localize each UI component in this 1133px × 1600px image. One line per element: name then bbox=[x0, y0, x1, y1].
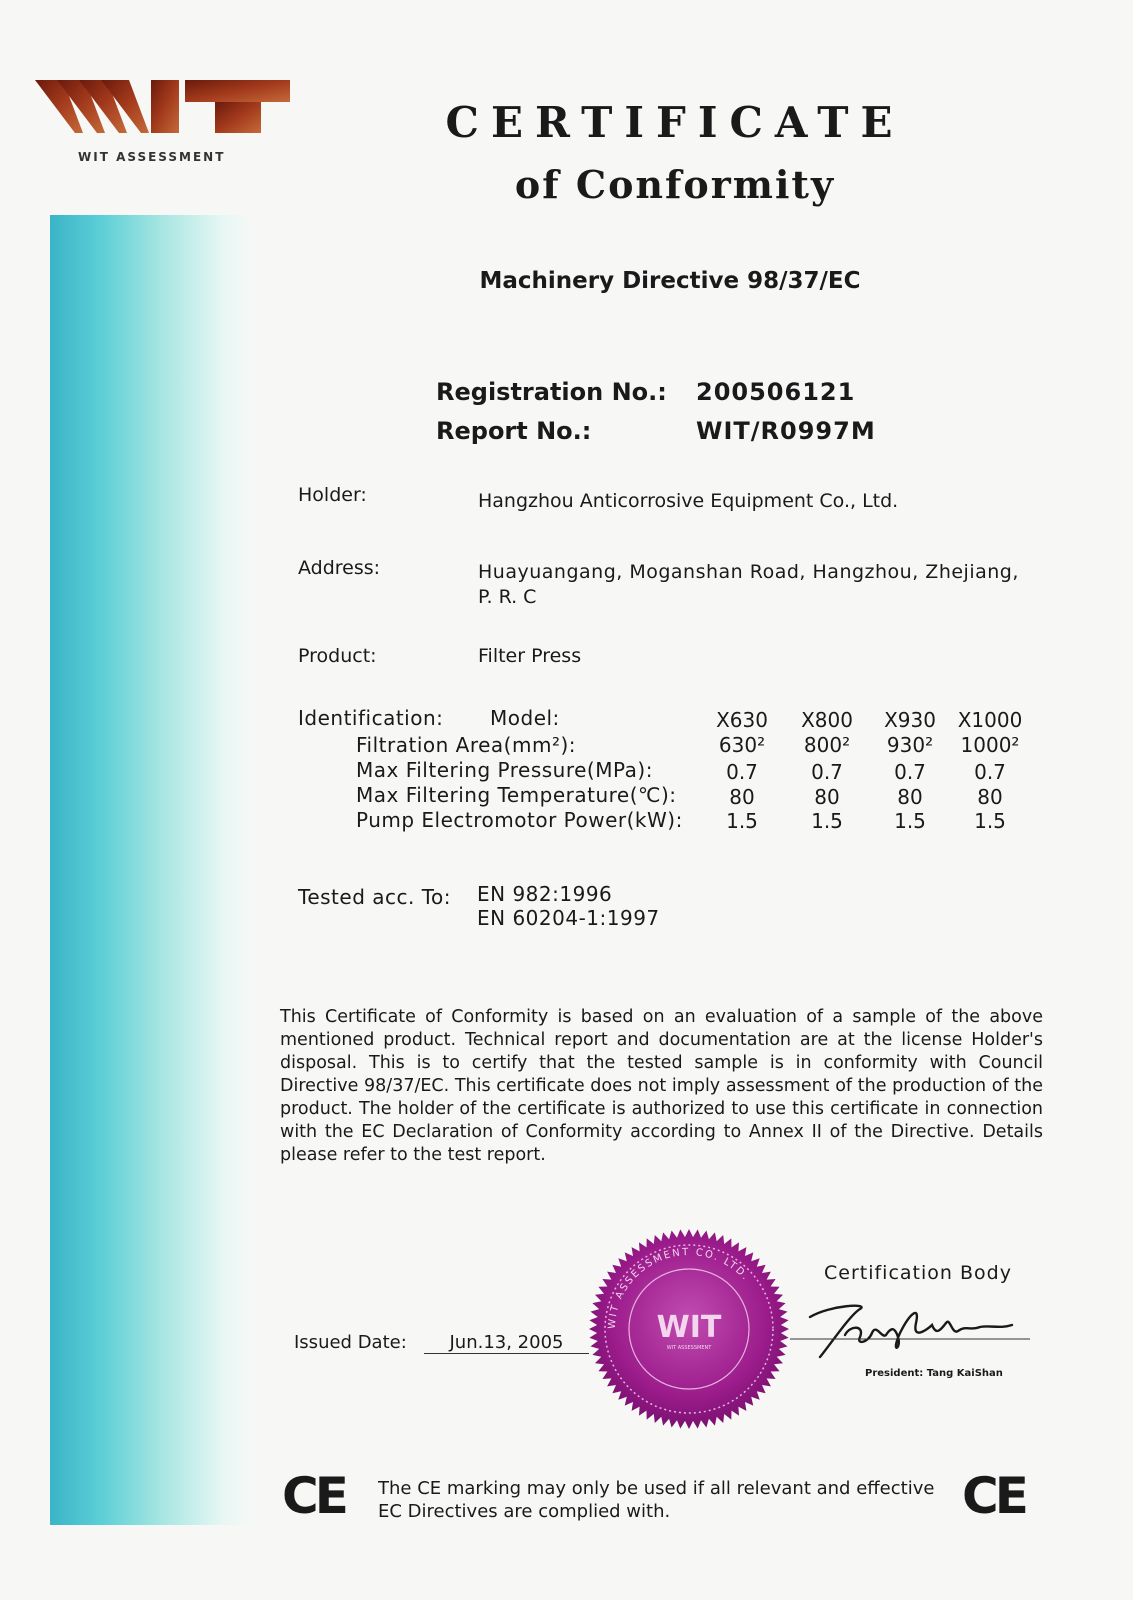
registration-label: Registration No.: bbox=[436, 378, 667, 406]
standard-item: EN 982:1996 bbox=[477, 882, 613, 906]
spec-cell: 0.7 bbox=[894, 760, 926, 784]
spec-cell: 1.5 bbox=[726, 809, 758, 833]
spec-cell: 80 bbox=[897, 785, 923, 809]
certificate-statement: This Certificate of Conformity is based on an evaluation of a sample of the above mentioned product. Technical report and documentation are at the license Holder's disposal. This is to certify that the tested sample is in conformity with Council Directive 98/37/EC. This certificate does not imply assessment of the production of the product. The holder of the certificate is authorized to use this certificate in connection with the EC Declaration of Conformity according to Annex II of the Directive. Details please refer to the test report. bbox=[280, 1007, 1043, 1165]
registration-number: 200506121 bbox=[696, 378, 856, 406]
spec-cell: X1000 bbox=[957, 708, 1023, 732]
spec-cell: X800 bbox=[801, 708, 853, 732]
tested-label: Tested acc. To: bbox=[298, 885, 451, 909]
identification-label: Identification: bbox=[298, 706, 444, 730]
spec-cell: X630 bbox=[716, 708, 768, 732]
spec-cell: 800² bbox=[803, 733, 851, 757]
spec-row-label: Max Filtering Temperature(℃): bbox=[356, 783, 677, 807]
directive-heading: Machinery Directive 98/37/EC bbox=[479, 268, 861, 294]
address-label: Address: bbox=[298, 557, 381, 579]
spec-row-label: Filtration Area(mm²): bbox=[356, 733, 577, 757]
spec-cell: 0.7 bbox=[726, 760, 758, 784]
address-line-2: P. R. C bbox=[478, 586, 537, 608]
issued-date-label: Issued Date: bbox=[294, 1332, 407, 1353]
holder-label: Holder: bbox=[298, 484, 367, 506]
president-caption: President: Tang KaiShan bbox=[865, 1368, 1003, 1379]
spec-cell: 0.7 bbox=[974, 760, 1006, 784]
address-line-1: Huayuangang, Moganshan Road, Hangzhou, Zhejiang, bbox=[478, 561, 1019, 583]
spec-cell: 0.7 bbox=[811, 760, 843, 784]
product-label: Product: bbox=[298, 645, 377, 667]
seal-ring-text: WIT ASSESSMENT CO. LTD. bbox=[606, 1246, 752, 1330]
spec-cell: 1.5 bbox=[894, 809, 926, 833]
spec-cell: X930 bbox=[884, 708, 936, 732]
seal-sub-text: WIT ASSESSMENT bbox=[666, 1345, 712, 1351]
seal-center-text: WIT bbox=[656, 1310, 722, 1345]
official-seal bbox=[585, 1225, 793, 1433]
spec-row-label: Max Filtering Pressure(MPa): bbox=[356, 758, 653, 782]
issued-date-value: Jun.13, 2005 bbox=[424, 1332, 589, 1354]
spec-cell: 630² bbox=[718, 733, 766, 757]
spec-cell: 1.5 bbox=[811, 809, 843, 833]
spec-cell: 1000² bbox=[960, 733, 1020, 757]
certificate-title: CERTIFICATE bbox=[445, 98, 905, 147]
certification-body-label: Certification Body bbox=[824, 1262, 1012, 1284]
spec-cell: 80 bbox=[814, 785, 840, 809]
spec-cell: 80 bbox=[729, 785, 755, 809]
spec-cell: 80 bbox=[977, 785, 1003, 809]
logo-caption: WIT ASSESSMENT bbox=[78, 150, 226, 164]
product-value: Filter Press bbox=[478, 645, 582, 667]
president-signature bbox=[790, 1295, 1030, 1365]
decorative-side-band bbox=[50, 215, 255, 1525]
spec-row-label: Model: bbox=[490, 706, 560, 730]
spec-cell: 930² bbox=[886, 733, 934, 757]
certificate-subtitle: of Conformity bbox=[514, 162, 836, 207]
holder-value: Hangzhou Anticorrosive Equipment Co., Ltd. bbox=[478, 490, 899, 512]
standard-item: EN 60204-1:1997 bbox=[477, 906, 660, 930]
spec-cell: 1.5 bbox=[974, 809, 1006, 833]
ce-notice-line-1: The CE marking may only be used if all relevant and effective bbox=[378, 1478, 935, 1499]
ce-mark-right: CE bbox=[962, 1467, 1025, 1525]
report-number: WIT/R0997M bbox=[696, 417, 876, 445]
report-label: Report No.: bbox=[436, 417, 592, 445]
spec-row-label: Pump Electromotor Power(kW): bbox=[356, 808, 683, 832]
ce-notice-line-2: EC Directives are complied with. bbox=[378, 1501, 671, 1522]
ce-mark-left: CE bbox=[282, 1467, 345, 1525]
